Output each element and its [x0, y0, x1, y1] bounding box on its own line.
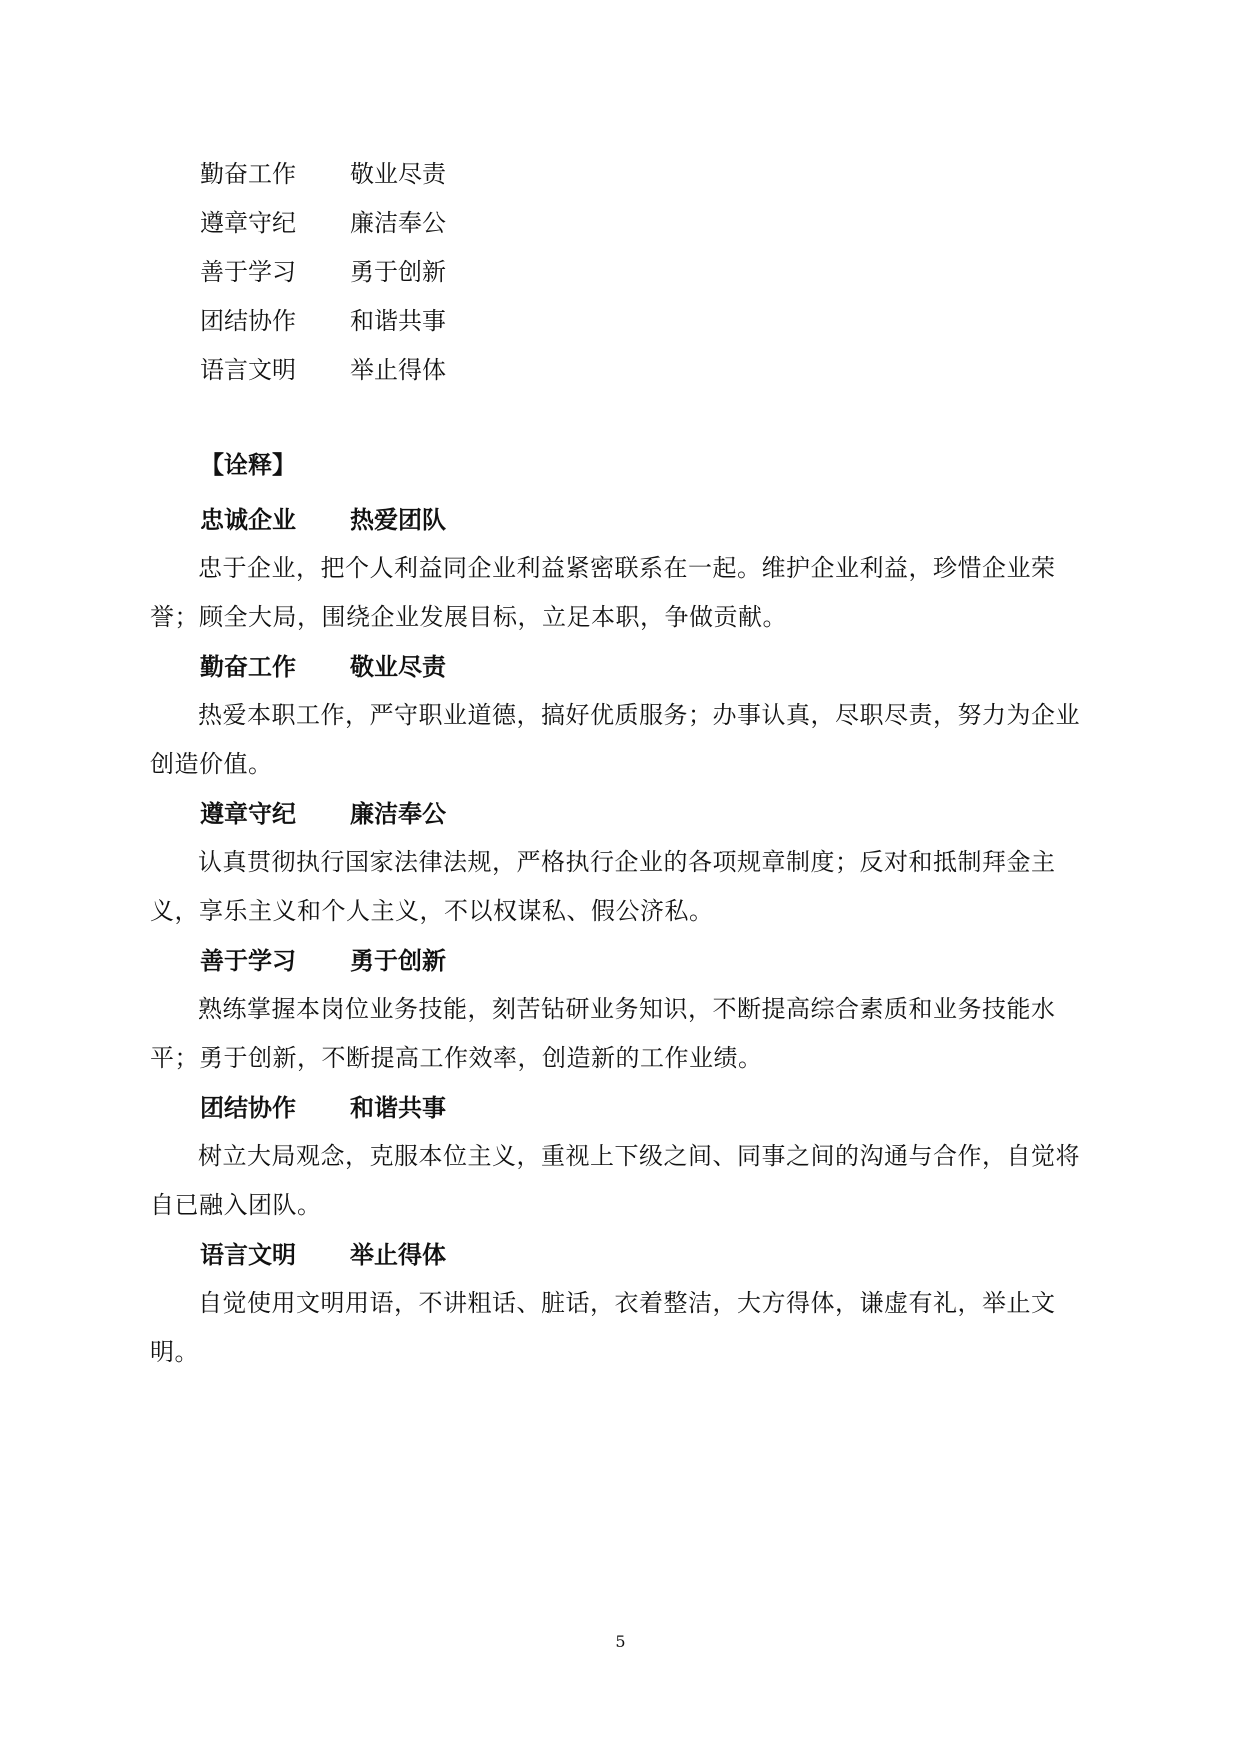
motto-row	[200, 150, 446, 199]
explanations	[150, 495, 1100, 1377]
motto-left: 团结协作	[200, 307, 296, 335]
explanation-body: 认真贯彻执行国家法律法规，严格执行企业的各项规章制度；反对和抵制拜金主义，享乐主义和个人主义，不以权谋私、假公济私。	[150, 848, 1056, 925]
heading-right: 廉洁奉公	[350, 799, 446, 828]
motto-right: 和谐共事	[350, 307, 446, 335]
motto-left: 遵章守纪	[200, 209, 296, 237]
heading-left: 忠诚企业	[200, 505, 296, 534]
heading-right: 举止得体	[350, 1240, 446, 1269]
motto-left: 善于学习	[200, 258, 296, 286]
motto-right: 廉洁奉公	[350, 209, 446, 237]
explanation-heading	[150, 1230, 1100, 1279]
motto-list	[200, 150, 446, 395]
heading-left: 遵章守纪	[200, 799, 296, 828]
explanation-heading	[150, 495, 1100, 544]
heading-left: 团结协作	[200, 1093, 296, 1122]
explanation-body: 树立大局观念，克服本位主义，重视上下级之间、同事之间的沟通与合作，自觉将自已融入团队。	[150, 1142, 1080, 1219]
explanation-body: 熟练掌握本岗位业务技能，刻苦钻研业务知识，不断提高综合素质和业务技能水平；勇于创新，不断提高工作效率，创造新的工作业绩。	[150, 995, 1056, 1072]
motto-row	[200, 248, 446, 297]
explanation-heading	[150, 1083, 1100, 1132]
explanation-body: 自觉使用文明用语，不讲粗话、脏话，衣着整洁，大方得体，谦虚有礼，举止文明。	[150, 1289, 1056, 1366]
motto-right: 敬业尽责	[350, 160, 446, 188]
explanation-heading	[150, 789, 1100, 838]
explanation-heading	[150, 936, 1100, 985]
heading-right: 热爱团队	[350, 505, 446, 534]
section-title: 【诠释】	[200, 450, 296, 479]
heading-right: 和谐共事	[350, 1093, 446, 1122]
motto-right: 勇于创新	[350, 258, 446, 286]
motto-left: 勤奋工作	[200, 160, 296, 188]
heading-right: 勇于创新	[350, 946, 446, 975]
explanation-body: 忠于企业，把个人利益同企业利益紧密联系在一起。维护企业利益，珍惜企业荣誉；顾全大局，围绕企业发展目标，立足本职，争做贡献。	[150, 554, 1056, 631]
page-number: 5	[615, 1632, 626, 1651]
motto-right: 举止得体	[350, 356, 446, 384]
heading-left: 勤奋工作	[200, 652, 296, 681]
motto-row	[200, 199, 446, 248]
explanation-heading	[150, 642, 1100, 691]
heading-left: 语言文明	[200, 1240, 296, 1269]
explanation-body: 热爱本职工作，严守职业道德，搞好优质服务；办事认真，尽职尽责，努力为企业创造价值。	[150, 701, 1080, 778]
motto-row	[200, 346, 446, 395]
heading-right: 敬业尽责	[350, 652, 446, 681]
motto-left: 语言文明	[200, 356, 296, 384]
motto-row	[200, 297, 446, 346]
heading-left: 善于学习	[200, 946, 296, 975]
